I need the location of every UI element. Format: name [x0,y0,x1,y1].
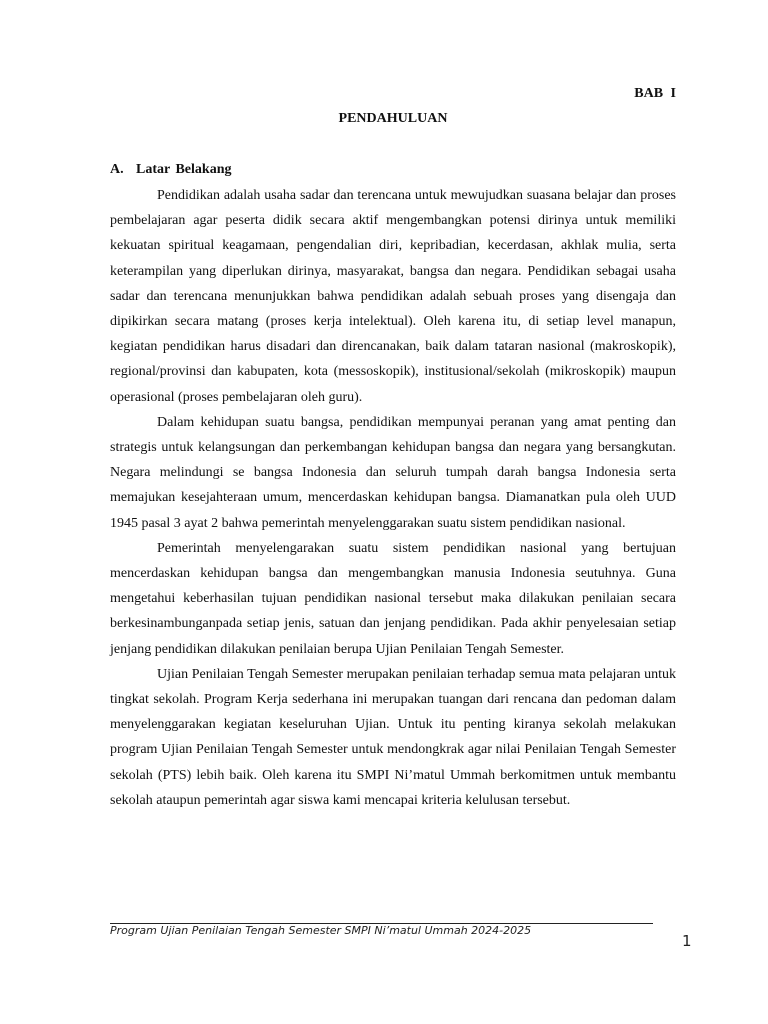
chapter-title: PENDAHULUAN [338,111,448,126]
section-number: A. [110,162,124,177]
paragraph-3: Pemerintah menyelengarakan suatu sistem pendidikan nasional yang bertujuan mencerdaskan kehidupan bangsa dan mengembangkan manusia Indonesia seutuhnya. Guna mengetahui keberhasilan tujuan pendidikan nasional tersebut maka dilakukan penilaian secara berkesinambunganpada setiap jenis, satuan dan jenjang pendidikan. Pada akhir penyelesaian setiap jenjang pendidikan dilakukan penilaian berupa Ujian Penilaian Tengah Semester. [110,540,676,657]
chapter-label: BAB I [634,86,676,101]
body-text [110,183,676,813]
page-number: 1 [682,932,692,950]
section-heading [110,162,231,178]
paragraph-2: Dalam kehidupan suatu bangsa, pendidikan mempunyai peranan yang amat penting dan strategis untuk kelangsungan dan perkembangan kehidupan bangsa dan negara yang bersangkutan. Negara melindungi se bangsa Indonesia dan seluruh tumpah darah bangsa Indonesia serta memajukan kesejahteraan umum, mencerdaskan kehidupan bangsa. Diamanatkan pula oleh UUD 1945 pasal 3 ayat 2 bahwa pemerintah menyelenggarakan suatu sistem pendidikan nasional. [110,414,676,531]
paragraph-4: Ujian Penilaian Tengah Semester merupakan penilaian terhadap semua mata pelajaran untuk tingkat sekolah. Program Kerja sederhana ini merupakan tuangan dari rencana dan pedoman dalam menyelenggarakan kegiatan keseluruhan Ujian. Untuk itu penting kiranya sekolah melakukan program Ujian Penilaian Tengah Semester untuk mendongkrak agar nilai Penilaian Tengah Semester sekolah (PTS) lebih baik. Oleh karena itu SMPI Ni’matul Ummah berkomitmen untuk membantu sekolah ataupun pemerintah agar siswa kami mencapai kriteria kelulusan tersebut. [110,666,676,808]
paragraph-1: Pendidikan adalah usaha sadar dan terencana untuk mewujudkan suasana belajar dan proses pembelajaran agar peserta didik secara aktif mengembangkan potensi dirinya untuk memiliki kekuatan spiritual keagamaan, pengendalian diri, kepribadian, kecerdasan, akhlak mulia, serta keterampilan yang diperlukan dirinya, masyarakat, bangsa dan negara. Pendidikan sebagai usaha sadar dan terencana menunjukkan bahwa pendidikan adalah sebuah proses yang disengaja dan dipikirkan secara matang (proses kerja intelektual). Oleh karena itu, di setiap level manapun, kegiatan pendidikan harus disadari dan direncanakan, baik dalam tataran nasional (makroskopik), regional/provinsi dan kabupaten, kota (messoskopik), institusional/sekolah (mikroskopik) maupun operasional (proses pembelajaran oleh guru). [110,188,676,405]
section-title: Latar Belakang [136,162,232,177]
footer-text: Program Ujian Penilaian Tengah Semester SMPI Ni’matul Ummah 2024-2025 [110,924,532,937]
